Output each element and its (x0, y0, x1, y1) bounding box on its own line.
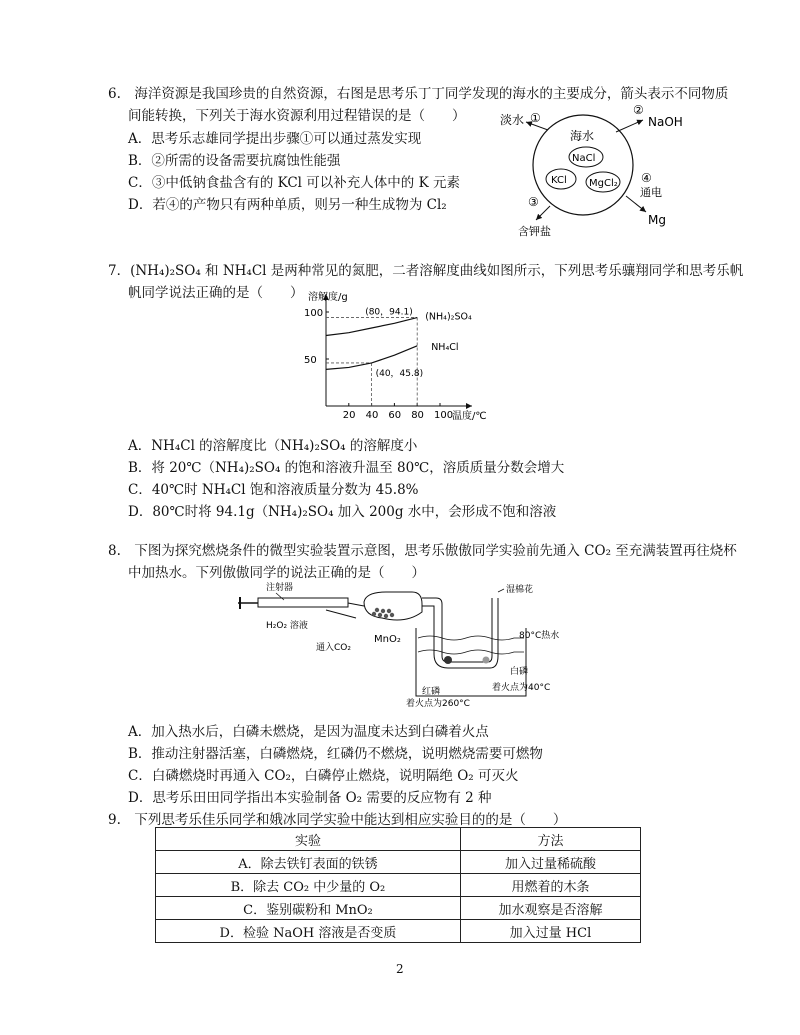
white-phosphorus (483, 657, 490, 664)
row-a-experiment: A．除去铁钉表面的铁锈 (156, 851, 461, 874)
q7-option-c: C．40℃时 NH₄Cl 饱和溶液质量分数为 45.8% (128, 482, 419, 498)
series-label-ammonium-chloride: NH₄Cl (431, 341, 459, 353)
red-p-label: 红磷 (422, 687, 441, 697)
step3-label: ③ (528, 195, 539, 209)
q6-option-b: B．②所需的设备需要抗腐蚀性能强 (128, 153, 341, 169)
syringe-label: 注射器 (266, 583, 294, 593)
table-row (156, 897, 641, 920)
q6-stem-line1: 6. 海洋资源是我国珍贵的自然资源，右图是思考乐丁丁同学发现的海水的主要成分，箭头表示不同物质 (108, 86, 729, 102)
y-tick-label: 100 (304, 308, 324, 319)
q8-option-a: A．加入热水后，白磷未燃烧，是因为温度未达到白磷着火点 (128, 724, 489, 740)
mgcl2-label: MgCl₂ (589, 178, 618, 189)
header-experiment: 实验 (156, 828, 461, 851)
table-row (156, 874, 641, 897)
annotation-point-1: (80，94.1) (365, 307, 413, 318)
seawater-label: 海水 (570, 129, 595, 143)
arrow-naoh (616, 120, 643, 132)
nacl-label: NaCl (572, 153, 596, 164)
red-phosphorus (444, 656, 452, 664)
series-line-0 (326, 318, 417, 336)
y-tick-label: 50 (304, 355, 317, 366)
x-tick-label: 40 (365, 410, 379, 421)
x-tick-label: 80 (411, 410, 424, 421)
row-a-method: 加入过量稀硫酸 (460, 851, 640, 874)
step1-label: ① (530, 111, 541, 125)
solubility-chart (290, 288, 520, 428)
row-c-method: 加水观察是否溶解 (460, 897, 640, 920)
y-axis-label: 溶解度/g (308, 292, 348, 303)
syringe-needle (348, 603, 364, 606)
q6-option-c: C．③中低钠食盐含有的 KCl 可以补充人体中的 K 元素 (128, 175, 460, 191)
x-tick-label: 100 (434, 410, 454, 421)
row-b-experiment: B．除去 CO₂ 中少量的 O₂ (156, 874, 461, 897)
table-header-row (156, 828, 641, 851)
fresh-water-label: 淡水 (500, 113, 525, 127)
q7-stem-line1: 7．(NH₄)₂SO₄ 和 NH₄Cl 是两种常见的氮肥，二者溶解度曲线如图所示，下列思考乐骧翔同学和思考乐帆 (108, 263, 744, 279)
q6-option-a: A．思考乐志雄同学提出步骤①可以通过蒸发实现 (128, 131, 422, 147)
q9-table (155, 827, 641, 943)
q8-option-c: C．白磷燃烧时再通入 CO₂，白磷停止燃烧，说明隔绝 O₂ 可灭火 (128, 768, 519, 784)
annotation-point-2: (40，45.8) (375, 368, 424, 379)
header-method: 方法 (460, 828, 640, 851)
page-number: 2 (396, 962, 404, 976)
seawater-diagram (498, 100, 708, 240)
mg-label: Mg (648, 213, 666, 227)
syringe-pointer (276, 593, 284, 600)
q9-stem: 9. 下列思考乐佳乐同学和娥冰同学实验中能达到相应实验目的的是（ ） (108, 812, 567, 828)
q8-stem-line1: 8. 下图为探究燃烧条件的微型实验装置示意图，思考乐傲傲同学实验前先通入 CO₂ 至充满装置再往烧杯 (108, 543, 737, 559)
q6-option-d: D．若④的产物只有两种单质，则另一种生成物为 Cl₂ (128, 197, 447, 213)
q7-option-b: B．将 20℃（NH₄)₂SO₄ 的饱和溶液升温至 80℃，溶质质量分数会增大 (128, 460, 565, 476)
x-axis-label: 温度/℃ (452, 411, 487, 422)
naoh-label: NaOH (648, 115, 683, 129)
row-b-method: 用燃着的木条 (460, 874, 640, 897)
syringe-body (258, 598, 348, 607)
hot-water-label: 80°C热水 (519, 631, 560, 641)
co2-tube (326, 610, 356, 618)
white-p-label: 白磷 (510, 667, 529, 677)
step4-label: ④ (641, 171, 652, 185)
delivery-tube (422, 598, 492, 662)
q8-stem-line2: 中加热水。下列傲傲同学的说法正确的是（ ） (128, 565, 425, 581)
series-label-ammonium-sulfate: (NH₄)₂SO₄ (425, 311, 472, 323)
co2-label: 通入CO₂ (316, 643, 351, 653)
kcl-label: KCl (551, 175, 567, 186)
h2o2-label: H₂O₂ 溶液 (266, 621, 308, 631)
mno2-label: MnO₂ (374, 634, 401, 645)
cotton-label: 湿棉花 (506, 585, 534, 595)
electrolysis-label: 通电 (640, 186, 662, 199)
row-d-method: 加入过量 HCl (460, 920, 640, 943)
white-p-ignition-label: 着火点为40°C (492, 683, 551, 693)
table-row (156, 851, 641, 874)
kcl-salt-label: 含钾盐 (518, 225, 551, 238)
row-c-experiment: C．鉴别碳粉和 MnO₂ (156, 897, 461, 920)
q8-option-d: D．思考乐田田同学指出本实验制备 O₂ 需要的反应物有 2 种 (128, 790, 492, 806)
x-tick-label: 60 (388, 410, 402, 421)
q6-stem-line2: 间能转换，下列关于海水资源利用过程错误的是（ ） (128, 108, 466, 124)
table-row (156, 920, 641, 943)
q7-option-a: A．NH₄Cl 的溶解度比（NH₄)₂SO₄ 的溶解度小 (128, 438, 418, 454)
q8-option-b: B．推动注射器活塞，白磷燃烧，红磷仍不燃烧，说明燃烧需要可燃物 (128, 746, 543, 762)
row-d-experiment: D．检验 NaOH 溶液是否变质 (156, 920, 461, 943)
combustion-apparatus (236, 578, 576, 708)
step2-label: ② (633, 103, 644, 117)
red-p-ignition-label: 着火点为260°C (406, 699, 470, 708)
x-tick-label: 20 (342, 410, 356, 421)
q7-stem-line2: 帆同学说法正确的是（ ） (128, 285, 304, 301)
q7-option-d: D．80℃时将 94.1g（NH₄)₂SO₄ 加入 200g 水中，会形成不饱和溶液 (128, 504, 557, 520)
